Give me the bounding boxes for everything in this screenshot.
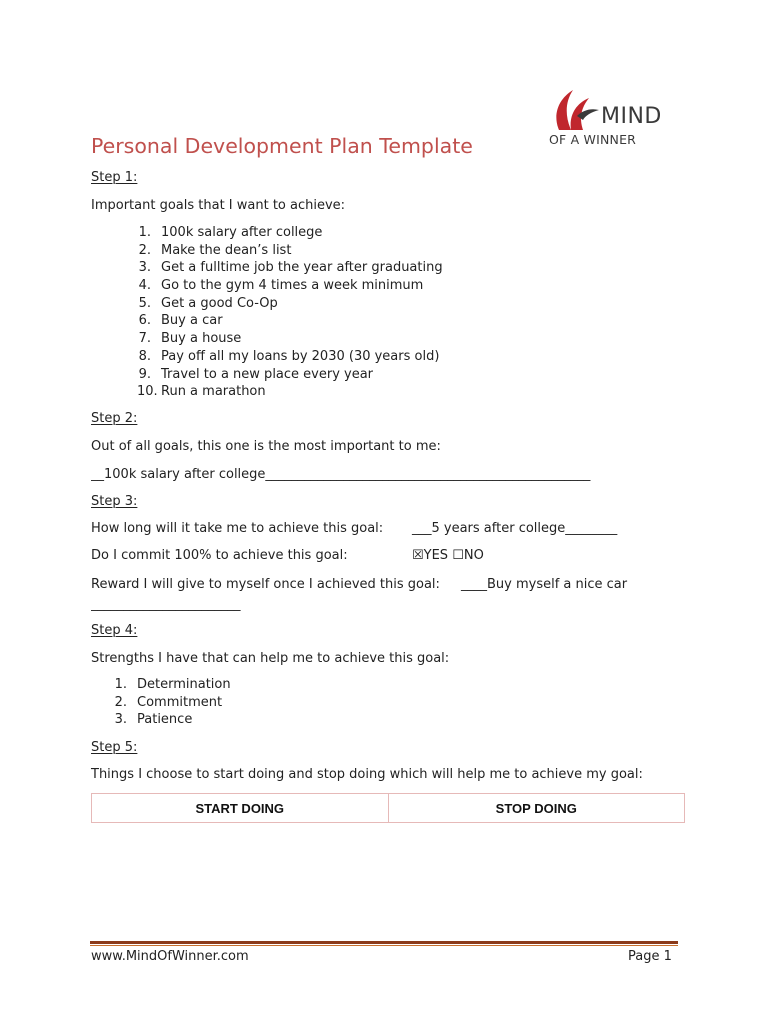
list-item-number: 8.: [138, 348, 151, 364]
list-item: [137, 295, 517, 313]
step-4-intro: Strengths I have that can help me to achieve this goal:: [91, 651, 450, 666]
list-item: [113, 711, 413, 729]
list-item-text: Patience: [137, 712, 193, 728]
list-item-text: Go to the gym 4 times a week minimum: [161, 278, 424, 294]
list-item-number: 1.: [114, 677, 127, 692]
footer-website: www.MindOfWinner.com: [91, 949, 249, 964]
list-item-text: 100k salary after college: [161, 225, 323, 240]
list-item-number: 4.: [138, 278, 151, 294]
logo-sub-text: OF A WINNER: [549, 132, 637, 147]
list-item: [137, 312, 517, 330]
list-item: [113, 676, 413, 694]
list-item-text: Commitment: [137, 694, 223, 710]
list-item-text: Get a fulltime job the year after graduating: [161, 260, 443, 276]
list-item-number: 10.: [137, 384, 158, 400]
list-item-number: 3.: [138, 260, 151, 276]
start-stop-table: [91, 793, 685, 823]
commit-checkboxes: ☒YES ☐NO: [412, 548, 484, 563]
step-1-label: Step 1:: [91, 170, 138, 185]
list-item-text: Run a marathon: [161, 384, 266, 400]
start-doing-header: START DOING: [92, 794, 389, 823]
step-3-label: Step 3:: [91, 494, 138, 509]
list-item-text: Buy a house: [161, 331, 242, 347]
reward-answer-line: _______________________: [91, 597, 241, 612]
list-item: [137, 259, 517, 277]
step-1-intro: Important goals that I want to achieve:: [91, 198, 346, 213]
step-2-question: Out of all goals, this one is the most important to me:: [91, 439, 441, 454]
reward-question: Reward I will give to myself once I achieved this goal:: [91, 577, 440, 592]
list-item-text: Get a good Co-Op: [161, 295, 278, 311]
list-item: [137, 224, 517, 242]
logo-wings-icon: [549, 86, 601, 132]
list-item-number: 7.: [138, 331, 151, 347]
list-item-text: Pay off all my loans by 2030 (30 years old): [161, 348, 440, 364]
list-item-text: Determination: [137, 677, 231, 692]
step-5-label: Step 5:: [91, 740, 138, 755]
list-item-number: 2.: [138, 242, 151, 258]
footer-divider-accent: [90, 945, 678, 946]
list-item: [137, 348, 517, 366]
list-item: [137, 330, 517, 348]
list-item-number: 1.: [138, 225, 151, 240]
page-title: Personal Development Plan Template: [91, 134, 473, 158]
reward-answer-field: ____Buy myself a nice car: [461, 577, 628, 592]
list-item-number: 3.: [114, 712, 127, 728]
time-question: How long will it take me to achieve this goal:: [91, 521, 384, 536]
goals-list: [137, 224, 517, 401]
list-item: [137, 383, 517, 401]
step-4-label: Step 4:: [91, 623, 138, 638]
list-item-number: 5.: [138, 295, 151, 311]
list-item: [137, 277, 517, 295]
step-2-label: Step 2:: [91, 411, 138, 426]
list-item-text: Buy a car: [161, 313, 223, 329]
list-item: [113, 694, 413, 712]
strengths-list: [113, 676, 413, 729]
stop-doing-header: STOP DOING: [388, 794, 685, 823]
footer-page-number: Page 1: [628, 949, 672, 964]
list-item: [137, 242, 517, 260]
list-item-number: 2.: [114, 694, 127, 710]
list-item-number: 6.: [138, 313, 151, 329]
list-item: [137, 366, 517, 384]
most-important-goal-field: __100k salary after college__________________________________________________: [91, 467, 591, 482]
commit-question: Do I commit 100% to achieve this goal:: [91, 548, 348, 563]
time-answer-field: ___5 years after college________: [412, 521, 618, 536]
logo-mind-text: MIND: [601, 104, 662, 129]
list-item-number: 9.: [138, 366, 151, 382]
list-item-text: Make the dean’s list: [161, 242, 292, 258]
list-item-text: Travel to a new place every year: [161, 366, 374, 382]
footer-divider: [90, 941, 678, 944]
step-5-intro: Things I choose to start doing and stop doing which will help me to achieve my goal:: [91, 767, 643, 782]
